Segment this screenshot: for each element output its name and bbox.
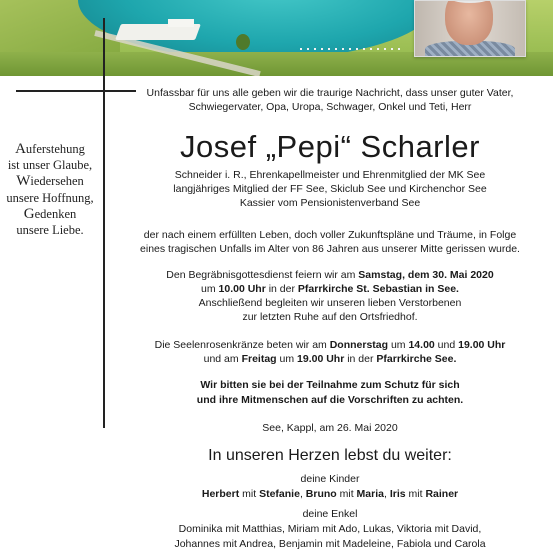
cross-horizontal-bar	[16, 90, 136, 92]
cross-vertical-bar	[103, 18, 105, 428]
memorial-verse: Auferstehung ist unser Glaube, Wiedersehen unsere Hoffnung, Gedenken unsere Liebe.	[6, 141, 94, 238]
covid-notice-line-2: und ihre Mitmenschen auf die Vorschriften zu achten.	[196, 394, 464, 406]
funeral-line-3: Anschließend begleiten wir unseren lieben Verstorbenen	[198, 297, 462, 309]
children-names: Herbert mit Stefanie, Bruno mit Maria, Iris mit Rainer	[201, 488, 459, 500]
rosary-line-2: und am Freitag um 19.00 Uhr in der Pfarrkirche See.	[203, 353, 457, 365]
funeral-line-1: Den Begräbnisgottesdienst feiern wir am Samstag, dem 30. Mai 2020	[166, 269, 494, 281]
covid-notice-line-1: Wir bitten sie bei der Teilnahme zum Schutz für sich	[200, 379, 460, 391]
deceased-name: Josef „Pepi“ Scharler	[180, 129, 480, 164]
title-line-1: Schneider i. R., Ehrenkapellmeister und Ehrenmitglied der MK See	[174, 169, 486, 181]
obituary-text	[130, 0, 530, 553]
title-line-3: Kassier vom Pensionistenverband See	[239, 197, 421, 209]
title-line-2: langjähriges Mitglied der FF See, Skiclub See und Kirchenchor See	[173, 183, 487, 195]
grandchildren-line-1: Dominika mit Matthias, Miriam mit Ado, Lukas, Viktoria mit David,	[178, 523, 482, 535]
place-date: See, Kappl, am 26. Mai 2020	[262, 422, 398, 434]
funeral-line-2: um 10.00 Uhr in der Pfarrkirche St. Sebastian in See.	[201, 283, 459, 295]
intro-line-1: Unfassbar für uns alle geben wir die traurige Nachricht, dass unser guter Vater,	[146, 87, 514, 99]
grandchildren-line-2: Johannes mit Andrea, Benjamin mit Madeleine, Fabiola und Carola	[174, 538, 486, 550]
death-line-1: der nach einem erfüllten Leben, doch voller Zukunftspläne und Träume, in Folge	[143, 229, 517, 241]
grandchildren-label: deine Enkel	[302, 508, 358, 520]
rosary-line-1: Die Seelenrosenkränze beten wir am Donnerstag um 14.00 und 19.00 Uhr	[154, 339, 506, 351]
funeral-line-4: zur letzten Ruhe auf den Ortsfriedhof.	[242, 311, 418, 323]
hearts-heading: In unseren Herzen lebst du weiter:	[208, 447, 452, 464]
children-label: deine Kinder	[300, 473, 360, 485]
intro-line-2: Schwiegervater, Opa, Uropa, Schwager, Onkel und Teti, Herr	[188, 101, 472, 113]
death-line-2: eines tragischen Unfalls im Alter von 86 Jahren aus unserer Mitte gerissen wurde.	[140, 243, 520, 255]
